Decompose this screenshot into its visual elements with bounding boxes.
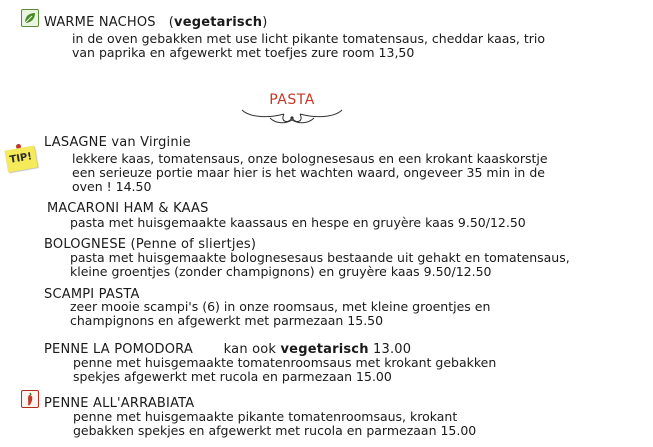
nachos-title: WARME NACHOS (vegetarisch): [44, 15, 268, 30]
bolognese-title: BOLOGNESE (Penne of sliertjes): [44, 237, 257, 252]
pomodora-description: penne met huisgemaakte tomatenroomsaus met krokant gebakken spekjes afgewerkt met rucola en parmezaan 15.00: [73, 355, 497, 384]
lasagne-description: lekkere kaas, tomatensaus, onze bolognesesaus en een krokant kaaskorstje een serieuze portie maar hier is het wachten waard, ongeveer 35 min in de oven ! 14.50: [72, 151, 548, 194]
section-title: PASTA: [269, 92, 315, 108]
price: 13.00: [373, 342, 412, 357]
vegetarian-leaf-icon: [21, 9, 39, 27]
spicy-chili-icon: [21, 390, 39, 408]
bolognese-description: pasta met huisgemaakte bolognesesaus bestaande uit gehakt en tomatensaus, kleine groentjes (zonder champignons) en gruyère kaas 9.50/12.50: [70, 250, 570, 279]
arrabiata-description: penne met huisgemaakte pikante tomatenroomsaus, krokant gebakken spekjes en afgewerkt met rucola en parmezaan 15.00: [73, 409, 477, 438]
vegetarian-badge: vegetarisch: [280, 342, 369, 357]
lasagne-title: LASAGNE van Virginie: [44, 135, 191, 150]
nachos-description: in de oven gebakken met use licht pikante tomatensaus, cheddar kaas, trio van paprika en afgewerkt met toefjes zure room 13,50: [72, 31, 546, 60]
scampi-description: zeer mooie scampi's (6) in onze roomsaus, met kleine groentjes en champignons en afgewerkt met parmezaan 15.50: [70, 299, 491, 328]
vegetarian-badge: vegetarisch: [174, 15, 263, 30]
pasta-section-header: [240, 92, 344, 128]
macaroni-title: MACARONI HAM & KAAS: [47, 201, 209, 216]
scampi-title: SCAMPI PASTA: [44, 287, 140, 302]
tip-sticky-note: TIP!: [4, 146, 37, 173]
ornament-icon: [240, 102, 344, 128]
pomodora-title: PENNE LA POMODORA kan ook vegetarisch 13.00: [44, 342, 412, 357]
macaroni-description: pasta met huisgemaakte kaassaus en hespe en gruyère kaas 9.50/12.50: [70, 215, 526, 230]
arrabiata-title: PENNE ALL'ARRABIATA: [44, 396, 195, 411]
